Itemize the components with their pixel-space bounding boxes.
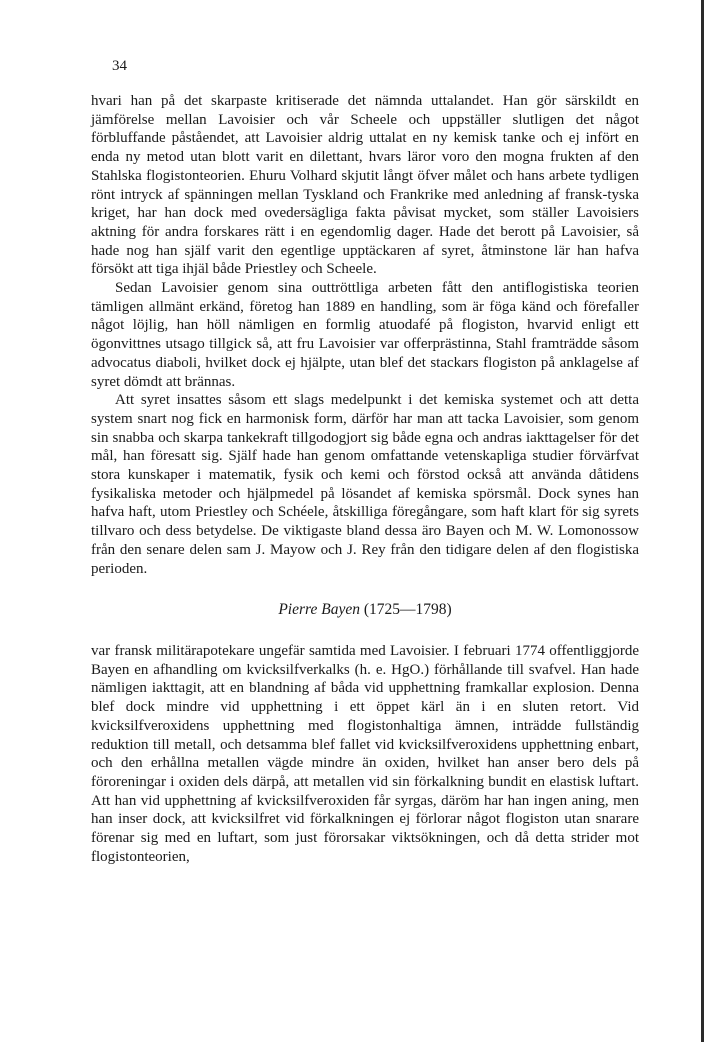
paragraph-4: var fransk militärapotekare ungefär samtida med Lavoisier. I februari 1774 offentliggjorde Bayen en afhandling om kvicksilfverkalks (h. e. HgO.) förhållande till svafvel. Han hade nämligen iakttagit, att en blandning af båda vid upphettning framkallar explosion. Denna blef dock mindre vid upphettning i ett öppet kärl än i en sluten retort. Vid kvicksilfveroxidens upphettning med flogistonhaltiga ämnen, inträdde fullständig reduktion till metall, och detsamma blef fallet vid kvicksilfveroxidens upphettning enbart, och den erhållna metallen vägde mindre än oxiden, hvilket han anser bero dels på föroreningar i oxiden dels därpå, att metallen vid sin förkalkning bundit en elastisk luftart. Att han vid upphettning af kvicksilfveroxiden får syrgas, däröm har han ingen aning, men han inser dock, att kvicksilfret vid förkalkningen ej förlorar något flogiston utan snarare förenar sig med en luftart, som just förorsakar viktsökningen, och då detta strider mot flogistonteorien,	[91, 642, 639, 865]
heading-years: (1725—1798)	[363, 601, 452, 619]
section-heading	[91, 601, 639, 620]
body-text	[91, 92, 639, 866]
page-number: 34	[112, 58, 127, 74]
paragraph-3: Att syret insattes såsom ett slags medelpunkt i det kemiska systemet och att detta system snart nog fick en harmonisk form, därför har man att tacka Lavoisier, som genom sin snabba och skarpa tankekraft tillgodogjort sig både egna och andras iakttagelser för det mål, han föresatt sig. Själf hade han genom omfattande vetenskapliga studier förvärfvat stora kunskaper i matematik, fysik och kemi och förstod också att använda dåtidens fysikaliska metoder och hjälpmedel på lösandet af kemiska spörsmål. Dock synes han hafva haft, utom Priestley och Schéele, åtskilliga föregångare, som haft klart för sig syrets tillvaro och dess betydelse. De viktigaste bland dessa äro Bayen och M. W. Lomonossow från den senare delen sam J. Mayow och J. Rey från den tidigare delen af den flogistiska perioden.	[91, 392, 639, 577]
paragraph-2: Sedan Lavoisier genom sina outtröttliga arbeten fått den antiflogistiska teorien tämligen allmänt erkänd, företog han 1889 en handling, som är föga känd och förefaller något löjlig, han höll nämligen en formlig atuodafé på flogiston, hvarvid enligt ett ögonvittnes utsago tillgick så, att fru Lavoisier var offerprästinna, Stahl framträdde såsom advocatus diaboli, hvilket dock ej hjälpte, utan blef det stackars flogiston på anklagelse af syret dömdt att brännas.	[91, 280, 639, 390]
paragraph-1: hvari han på det skarpaste kritiserade det nämnda uttalandet. Han gör särskildt en jämförelse mellan Lavoisier och vår Scheele och uppställer slutligen det något förbluffande påståendet, att Lavoisier aldrig uttalat en ny kemisk tanke och ej infört en enda ny metod utan blott varit en dilettant, hvars läror voro den mogna frukten af den Stahlska flogistonteorien. Ehuru Volhard skjutit långt öfver målet och hans arbete tydligen rönt intryck af spänningen mellan Tyskland och Frankrike med anledning af fransk-tyska kriget, har han dock med ovedersägliga fakta påvisat mycket, som ställer Lavoisiers aktning för andra forskares rätt i en egendomlig dager. Hade det berott på Lavoisier, så hade nog han själf varit den egentlige upptäckaren af syret, åtminstone lär han hafva försökt att tiga ihjäl både Priestley och Scheele.	[91, 93, 639, 278]
heading-name: Pierre Bayen	[278, 601, 360, 619]
